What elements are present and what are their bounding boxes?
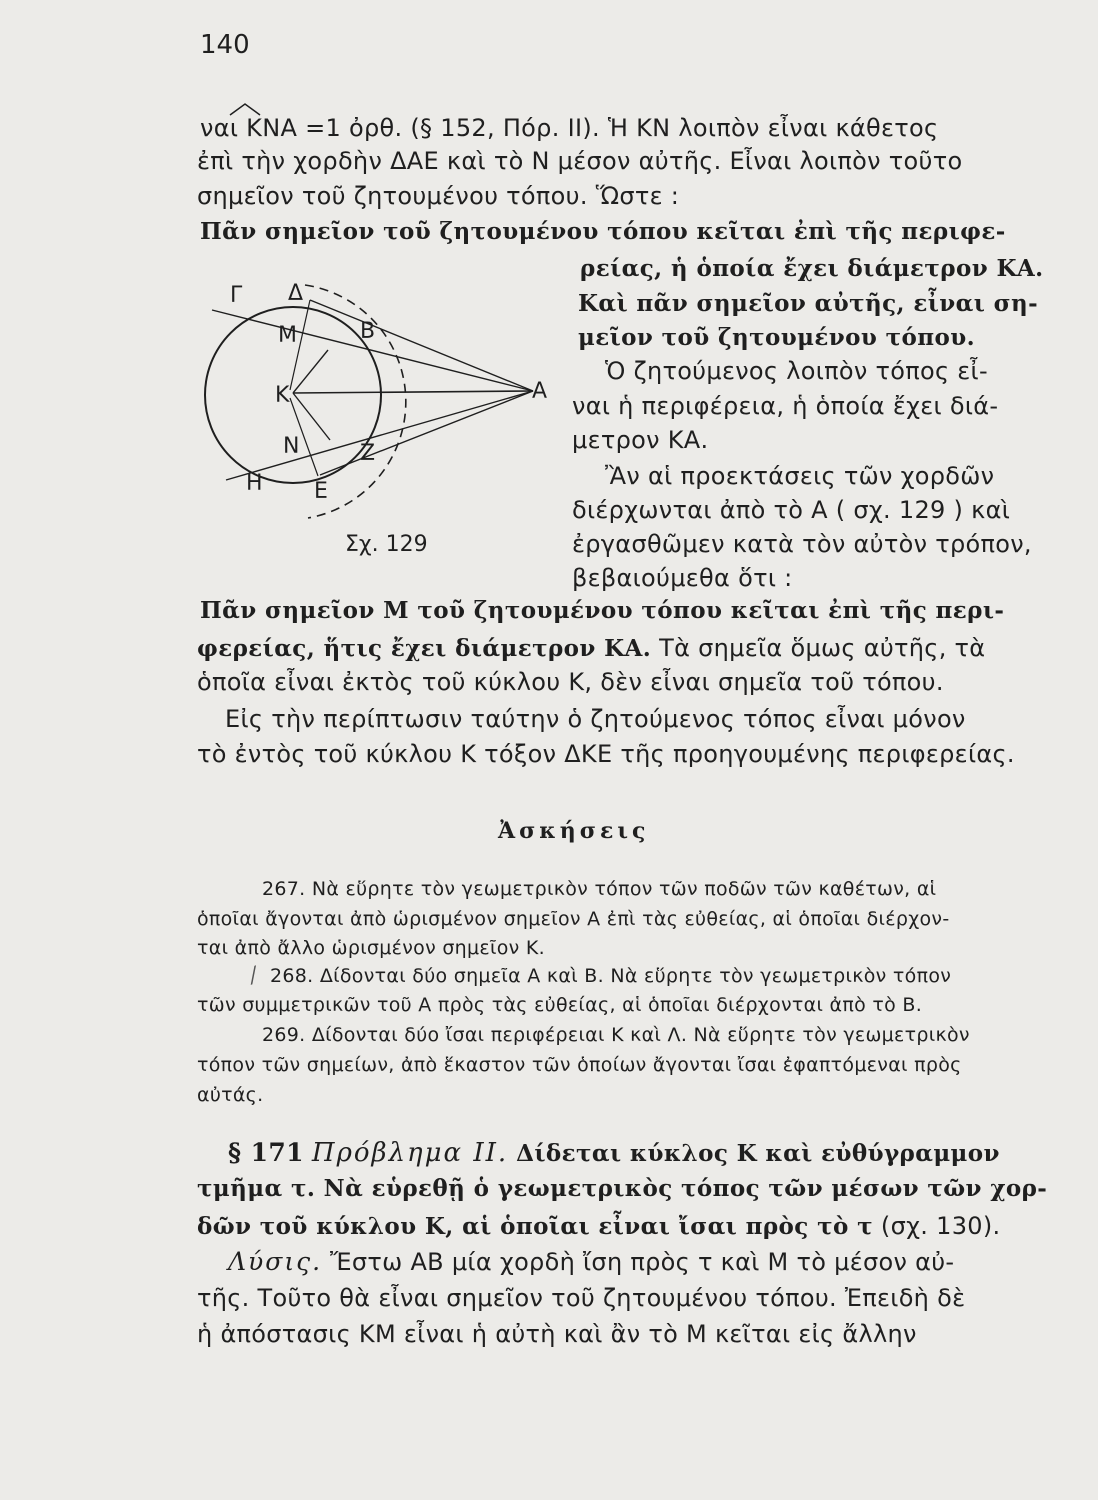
segment-ka	[293, 391, 533, 393]
exercises-heading: Ἀσκήσεις	[498, 818, 650, 844]
exercise-line-3: ται ἀπὸ ἄλλο ὡρισμένον σημεῖον Κ.	[197, 937, 545, 959]
text-line-2: ἐπὶ τὴν χορδὴν ΔΑΕ καὶ τὸ Ν μέσον αὐτῆς. Εἶναι λοιπὸν τοῦτο	[197, 147, 963, 175]
label-eta: Η	[246, 471, 263, 496]
right-text-line-3: μετρον ΚΑ.	[572, 426, 709, 454]
exercise-line-2: ὁποῖαι ἄγονται ἀπὸ ὡρισμένον σημεῖον Α ἐπὶ τὰς εὐθείας, αἱ ὁποῖαι διέρχον-	[197, 908, 950, 930]
mid-line-1: ὁποῖα εἶναι ἐκτὸς τοῦ κύκλου Κ, δὲν εἶναι σημεῖα τοῦ τόπου.	[197, 668, 944, 696]
solution-line-3: ἡ ἀπόστασις ΚΜ εἶναι ἡ αὐτὴ καὶ ἂν τὸ Μ κεῖται εἰς ἄλλην	[197, 1320, 917, 1348]
problem-line-1	[228, 1138, 1000, 1168]
solution-line-1	[228, 1246, 954, 1278]
line-e-a	[320, 391, 533, 475]
problem-line-3-bold: δῶν τοῦ κύκλου Κ, αἱ ὁποῖαι εἶναι ἴσαι πρὸς τὸ τ	[197, 1213, 873, 1240]
pencil-mark: ⁄	[247, 964, 260, 989]
solution-label: Λύσις.	[228, 1247, 323, 1276]
problem-line-2: τμῆμα τ. Νὰ εὑρεθῇ ὁ γεωμετρικὸς τόπος τῶν μέσων τῶν χορ-	[197, 1175, 1048, 1202]
mid-line-3: τὸ ἐντὸς τοῦ κύκλου Κ τόξον ΔΚΕ τῆς προηγουμένης περιφερείας.	[197, 740, 1015, 768]
bold-statement-line-4: μεῖον τοῦ ζητουμένου τόπου.	[578, 324, 975, 351]
geometry-figure-129	[190, 270, 570, 570]
label-gamma: Γ	[230, 283, 243, 308]
bold-statement-line-1: Πᾶν σημεῖον τοῦ ζητουμένου τόπου κεῖται ἐπὶ τῆς περιφε-	[200, 218, 1006, 245]
problem-label: Πρόβλημα ΙΙ.	[311, 1138, 509, 1168]
exercise-line-4: 268. Δίδονται δύο σημεῖα Α καὶ Β. Νὰ εὕρητε τὸν γεωμετρικὸν τόπον	[270, 965, 952, 987]
bold-para2-line-1: Πᾶν σημεῖον Μ τοῦ ζητουμένου τόπου κεῖται ἐπὶ τῆς περι-	[200, 597, 1005, 624]
label-zeta: Ζ	[360, 441, 376, 466]
right-text-line-4: Ἂν αἱ προεκτάσεις τῶν χορδῶν	[605, 462, 995, 490]
bold-statement-line-2: ρείας, ἡ ὁποία ἔχει διάμετρον ΚΑ.	[580, 255, 1044, 282]
label-nu: Ν	[283, 434, 300, 459]
right-text-line-5: διέρχωνται ἀπὸ τὸ Α ( σχ. 129 ) καὶ	[572, 496, 1011, 524]
right-text-line-6: ἐργασθῶμεν κατὰ τὸν αὐτὸν τρόπον,	[572, 530, 1032, 558]
text-line-3: σημεῖον τοῦ ζητουμένου τόπου. Ὥστε :	[197, 182, 680, 210]
line-delta-a	[310, 300, 533, 391]
label-beta: Β	[360, 319, 376, 344]
figure-caption: Σχ. 129	[345, 532, 428, 557]
page-number: 140	[200, 30, 250, 60]
solution-line-2: τῆς. Τοῦτο θὰ εἶναι σημεῖον τοῦ ζητουμένου τόπου. Ἐπειδὴ δὲ	[197, 1284, 966, 1312]
bold-para2-line-2: φερείας, ἥτις ἔχει διάμετρον ΚΑ.	[197, 635, 652, 662]
para2-line-2	[197, 632, 985, 664]
exercise-line-8: αὐτάς.	[197, 1084, 264, 1106]
problem-section: § 171	[228, 1138, 304, 1167]
label-delta: Δ	[288, 281, 304, 306]
solution-line-1-text: Ἔστω ΑΒ μία χορδὴ ἴση πρὸς τ καὶ Μ τὸ μέσον αὐ-	[322, 1248, 955, 1276]
bold-statement-line-3: Καὶ πᾶν σημεῖον αὐτῆς, εἶναι ση-	[578, 290, 1039, 317]
label-kappa: Κ	[275, 383, 290, 408]
label-epsilon: Ε	[314, 479, 328, 504]
exercise-line-7: τόπον τῶν σημείων, ἀπὸ ἕκαστον τῶν ὁποίων ἄγονται ἴσαι ἐφαπτόμεναι πρὸς	[197, 1054, 962, 1076]
problem-line-1-text: Δίδεται κύκλος Κ καὶ εὐθύγραμμον	[516, 1140, 1000, 1167]
segment-kn	[293, 393, 330, 440]
problem-line-3-rest: (σχ. 130).	[873, 1212, 1001, 1240]
label-mu: Μ	[278, 323, 297, 348]
exercise-line-1: 267. Νὰ εὕρητε τὸν γεωμετρικὸν τόπον τῶν ποδῶν τῶν καθέτων, αἱ	[262, 878, 937, 900]
label-alpha: Α	[532, 379, 548, 404]
exercise-line-6: 269. Δίδονται δύο ἴσαι περιφέρειαι Κ καὶ Λ. Νὰ εὕρητε τὸν γεωμετρικὸν	[262, 1024, 970, 1046]
mid-line-2: Εἰς τὴν περίπτωσιν ταύτην ὁ ζητούμενος τόπος εἶναι μόνον	[225, 705, 966, 733]
problem-line-3	[197, 1210, 1000, 1242]
segment-km	[293, 350, 328, 393]
right-text-line-2: ναι ἡ περιφέρεια, ἡ ὁποία ἔχει διά-	[572, 392, 999, 420]
right-text-line-1: Ὁ ζητούμενος λοιπὸν τόπος εἶ-	[605, 357, 988, 385]
exercise-line-5: τῶν συμμετρικῶν τοῦ Α πρὸς τὰς εὐθείας, αἱ ὁποῖαι διέρχονται ἀπὸ τὸ Β.	[197, 994, 923, 1016]
para2-rest: Τὰ σημεῖα ὅμως αὐτῆς, τὰ	[651, 634, 986, 662]
right-text-line-7: βεβαιούμεθα ὅτι :	[572, 564, 793, 592]
text-line-1: ναι ΚΝΑ =1 ὀρθ. (§ 152, Πόρ. ΙΙ). Ἡ ΚΝ λοιπὸν εἶναι κάθετος	[200, 114, 939, 142]
